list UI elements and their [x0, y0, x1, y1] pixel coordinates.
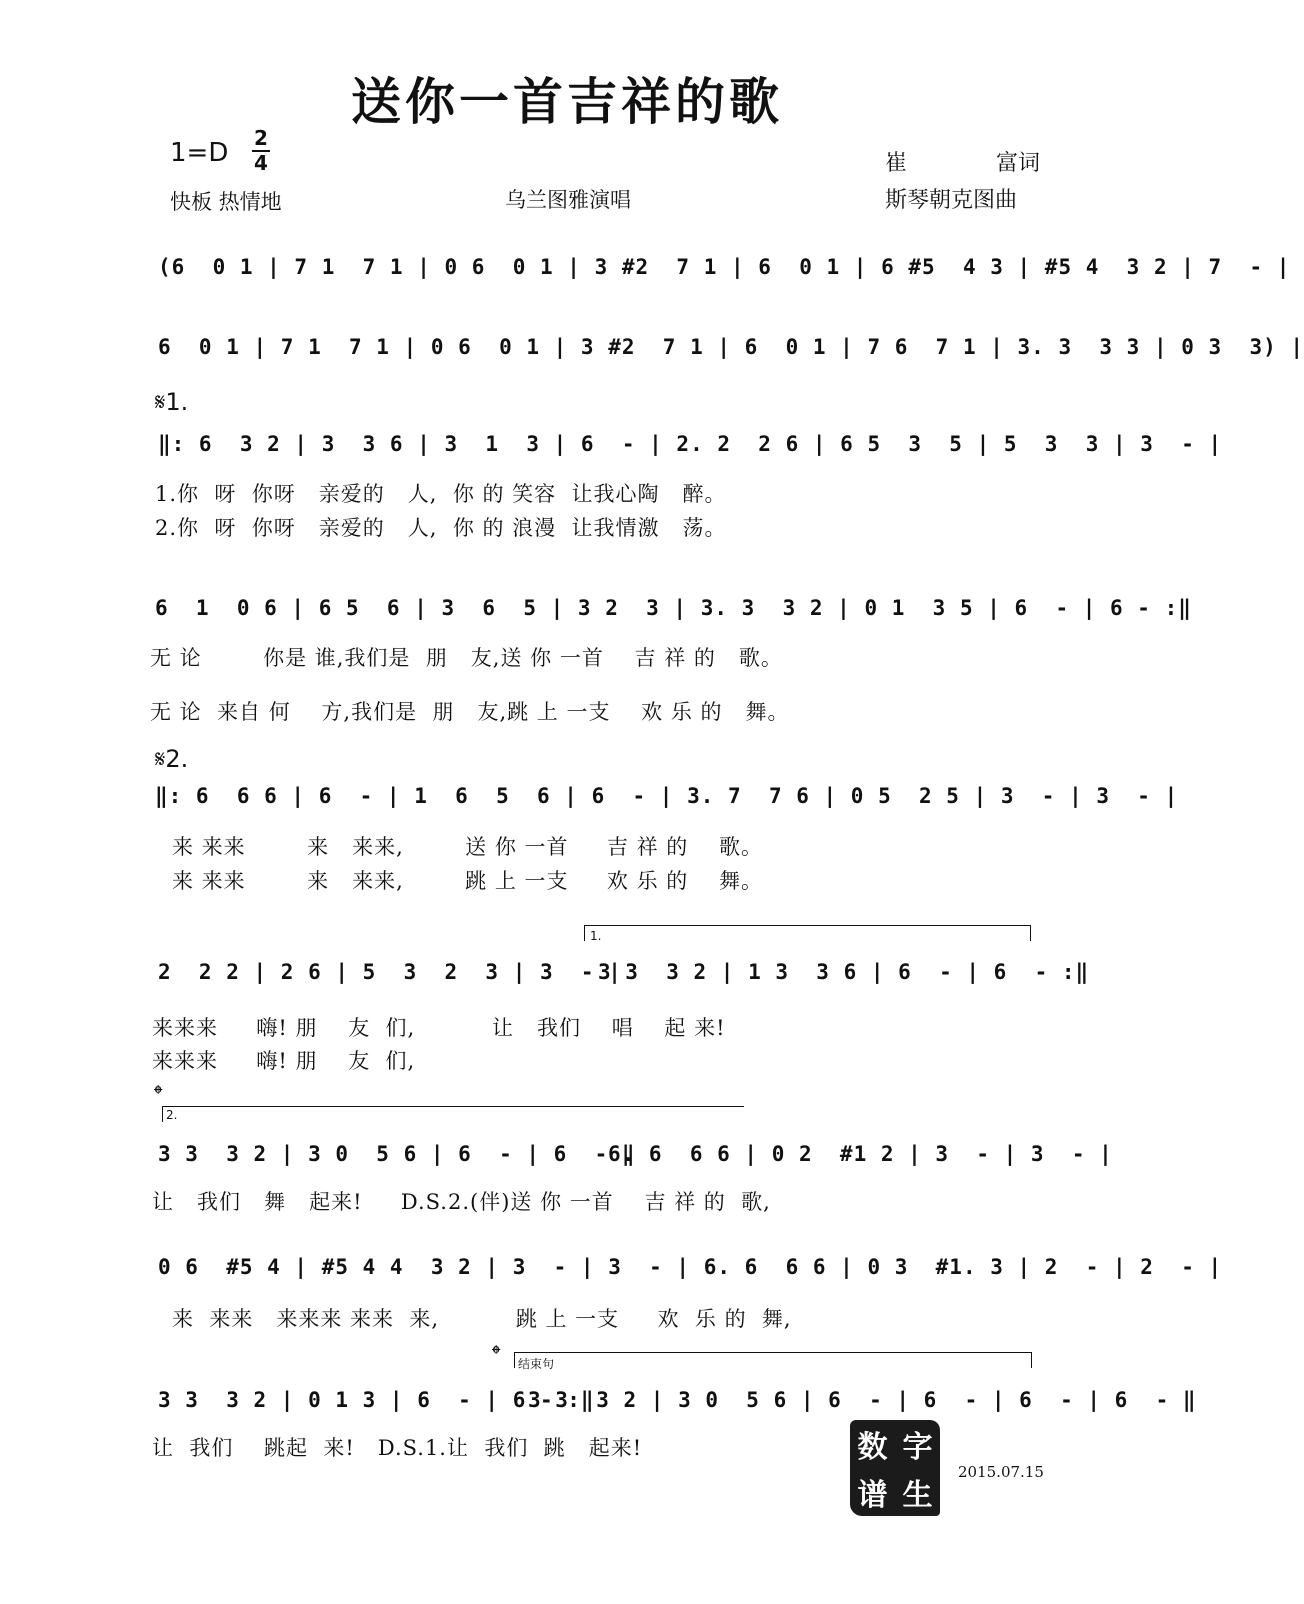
lyrics-line-7: 让 我们 舞 起来! D.S.2.(伴)送 你 一首 吉 祥 的 歌, [152, 1190, 771, 1214]
closing-phrase-bracket-left [514, 1352, 515, 1368]
score-line-4: 6 1 0 6 | 6 5 6 | 3 6 5 | 3 2 3 | 3. 3 3 2 | 0 1 3 5 | 6 - | 6 - :‖ [155, 596, 1192, 620]
lyrics-line-6-verse-2: 来来来 嗨! 朋 友 们, [152, 1049, 416, 1073]
lyricist-credit [885, 146, 1040, 177]
lyrics-line-8: 来 来来 来来来 来来 来, 跳 上 一支 欢 乐 的 舞, [172, 1307, 792, 1331]
publisher-seal [850, 1420, 940, 1516]
lyricist-surname: 崔 [885, 151, 908, 176]
closing-phrase-bracket [514, 1352, 1032, 1353]
lyrics-line-4-verse-1: 无 论 你是 谁,我们是 朋 友,送 你 一首 吉 祥 的 歌。 [150, 646, 783, 670]
seal-char-2: 字 [902, 1430, 933, 1465]
key-signature: 1=D [170, 138, 229, 168]
composer-credit: 斯琴朝克图曲 [885, 188, 1018, 213]
lyrics-line-5-verse-2: 来 来来 来 来来, 跳 上 一支 欢 乐 的 舞。 [172, 869, 763, 893]
score-line-7b: 6. 6 6 6 | 0 2 #1 2 | 3 - | 3 - | [608, 1142, 1113, 1166]
first-ending-label: 1. [590, 929, 602, 943]
score-line-1: (6 0 1 | 7 1 7 1 | 0 6 0 1 | 3 #2 7 1 | 6 0 1 | 6 #5 4 3 | #5 4 3 2 | 7 - | [158, 255, 1291, 279]
closing-phrase-bracket-right [1031, 1352, 1032, 1368]
score-line-3: ‖: 6 3 2 | 3 3 6 | 3 1 3 | 6 - | 2. 2 2 6 | 6 5 3 5 | 5 3 3 | 3 - | [158, 432, 1223, 456]
score-line-5: ‖: 6 6 6 | 6 - | 1 6 5 6 | 6 - | 3. 7 7 6 | 0 5 2 5 | 3 - | 3 - | [155, 784, 1179, 808]
song-title: 送你一首吉祥的歌 [351, 73, 783, 131]
first-ending-bracket-right [1030, 925, 1031, 941]
score-line-6a: 2 2 2 | 2 6 | 5 3 2 3 | 3 - | [158, 960, 622, 984]
time-signature-bottom: 4 [254, 151, 268, 175]
score-line-7a: 3 3 3 2 | 3 0 5 6 | 6 - | 6 - ‖ [158, 1142, 636, 1166]
second-ending-bracket [162, 1106, 744, 1107]
tempo-marking: 快板 热情地 [170, 190, 282, 214]
lyrics-line-6-verse-1: 来来来 嗨! 朋 友 们, 让 我们 唱 起 来! [152, 1016, 726, 1040]
second-ending-label: 2. [166, 1108, 178, 1122]
score-line-6b: 3 3 3 2 | 1 3 3 6 | 6 - | 6 - :‖ [598, 960, 1090, 984]
score-line-2: 6 0 1 | 7 1 7 1 | 0 6 0 1 | 3 #2 7 1 | 6 0 1 | 7 6 7 1 | 3. 3 3 3 | 0 3 3) | [158, 335, 1304, 359]
lyrics-line-5-verse-1: 来 来来 来 来来, 送 你 一首 吉 祥 的 歌。 [172, 835, 763, 859]
closing-phrase-label: 结束句 [518, 1357, 555, 1371]
coda-mark-2: 𝄌 [492, 1340, 501, 1368]
seal-char-1: 数 [857, 1430, 888, 1465]
time-signature [252, 128, 270, 174]
score-line-9b: 3 3 3 2 | 3 0 5 6 | 6 - | 6 - | 6 - | 6 - ‖ [528, 1388, 1197, 1412]
seal-char-4: 生 [902, 1478, 933, 1513]
time-signature-top: 2 [254, 126, 268, 150]
lyricist-rest: 富词 [995, 151, 1040, 176]
lyrics-line-3-verse-2: 2.你 呀 你呀 亲爱的 人, 你 的 浪漫 让我情激 荡。 [155, 516, 727, 540]
second-ending-bracket-left [162, 1106, 163, 1122]
coda-mark-1: 𝄌 [154, 1080, 163, 1108]
seal-char-3: 谱 [857, 1478, 888, 1513]
segno-mark-1: 𝄋1. [155, 388, 189, 416]
singer-credit: 乌兰图雅演唱 [505, 188, 631, 212]
first-ending-bracket [584, 925, 1031, 926]
score-line-9a: 3 3 3 2 | 0 1 3 | 6 - | 6 - :‖ [158, 1388, 595, 1412]
lyrics-line-4-verse-2: 无 论 来自 何 方,我们是 朋 友,跳 上 一支 欢 乐 的 舞。 [150, 700, 790, 724]
score-date: 2015.07.15 [958, 1463, 1044, 1481]
first-ending-bracket-left [584, 925, 585, 941]
lyrics-line-3-verse-1: 1.你 呀 你呀 亲爱的 人, 你 的 笑容 让我心陶 醉。 [155, 482, 727, 506]
score-line-8: 0 6 #5 4 | #5 4 4 3 2 | 3 - | 3 - | 6. 6 6 6 | 0 3 #1. 3 | 2 - | 2 - | [158, 1255, 1223, 1279]
lyrics-line-9: 让 我们 跳起 来! D.S.1.让 我们 跳 起来! [152, 1436, 643, 1460]
segno-mark-2: 𝄋2. [155, 745, 189, 773]
